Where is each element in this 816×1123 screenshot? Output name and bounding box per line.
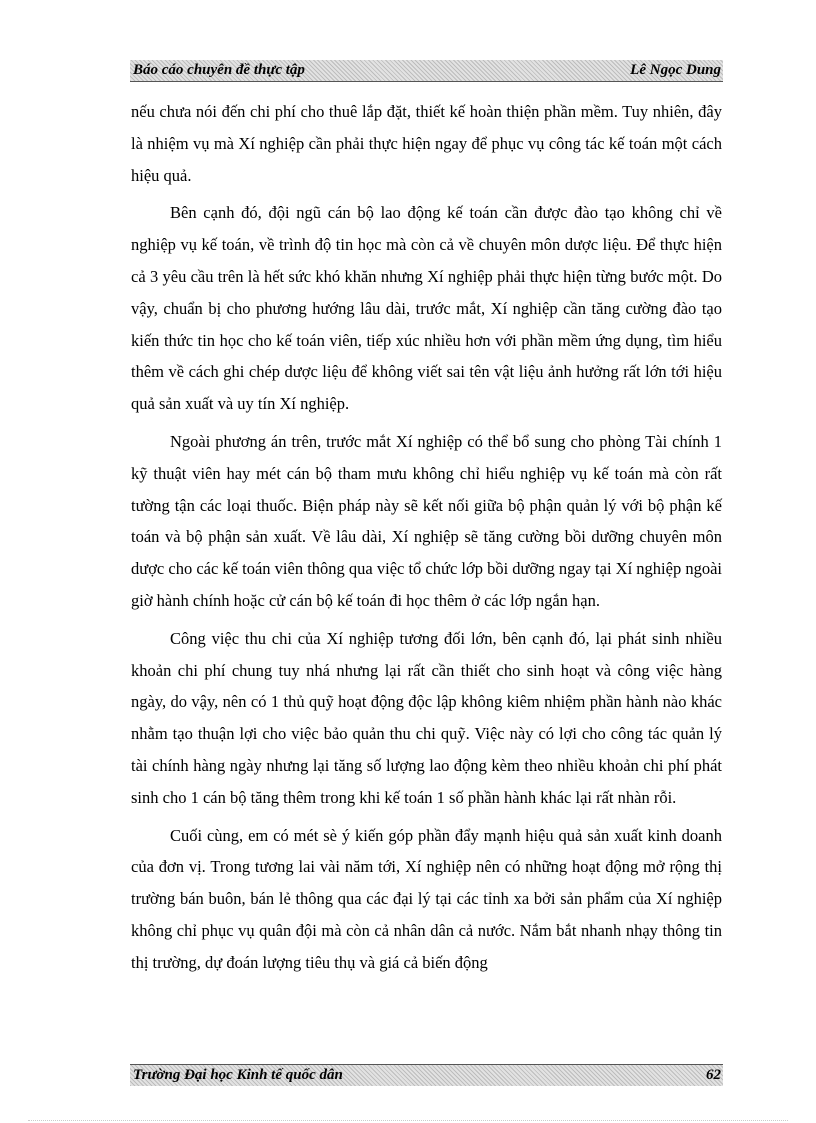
- body-text: [131, 96, 722, 985]
- header-author-name: Lê Ngọc Dung: [630, 62, 721, 78]
- footer-university-name: Trường Đại học Kinh tế quốc dân: [133, 1067, 343, 1083]
- page-bottom-divider: [28, 1120, 788, 1121]
- paragraph-5: Cuối cùng, em có mét sè ý kiến góp phần đẩy mạnh hiệu quả sản xuất kinh doanh của đơn vị. Trong tương lai vài năm tới, Xí nghiệp nên có những hoạt động mở rộng thị trường bán buôn, bán lẻ thông qua các đại lý tại các tỉnh xa bởi sản phẩm của Xí nghiệp không chỉ phục vụ quân đội mà còn cả nhân dân cả nước. Nắm bắt nhanh nhạy thông tin thị trường, dự đoán lượng tiêu thụ và giá cả biến động: [131, 825, 722, 972]
- header-report-title: Báo cáo chuyên đề thực tập: [133, 62, 305, 78]
- paragraph-4: Công việc thu chi của Xí nghiệp tương đối lớn, bên cạnh đó, lại phát sinh nhiều khoản chi phí chung tuy nhá nhưng lại rất cần thiết cho sinh hoạt và công việc hàng ngày, do vậy, nên có 1 thủ quỹ hoạt động độc lập không kiêm nhiệm phần hành nào khác nhằm tạo thuận lợi cho việc bảo quản thu chi quỹ. Việc này có lợi cho công tác quản lý tài chính hàng ngày nhưng lại tăng số lượng lao động kèm theo nhiều khoản chi phí phát sinh cho 1 cán bộ tăng thêm trong khi kế toán 1 số phần hành khác lại rất nhàn rỗi.: [131, 628, 722, 807]
- page-number: 62: [706, 1067, 721, 1083]
- paragraph-3: Ngoài phương án trên, trước mắt Xí nghiệp có thể bổ sung cho phòng Tài chính 1 kỹ thuật viên hay mét cán bộ tham mưu không chỉ hiểu nghiệp vụ kế toán mà còn rất tường tận các loại thuốc. Biện pháp này sẽ kết nối giữa bộ phận quản lý với bộ phận kế toán và bộ phận sản xuất. Về lâu dài, Xí nghiệp sẽ tăng cường bồi dưỡng chuyên môn dược cho các kế toán viên thông qua việc tổ chức lớp bồi dưỡng ngay tại Xí nghiệp ngoài giờ hành chính hoặc cử cán bộ kế toán đi học thêm ở các lớp ngắn hạn.: [131, 431, 722, 610]
- page-header: [130, 60, 723, 82]
- paragraph-2: Bên cạnh đó, đội ngũ cán bộ lao động kế toán cần được đào tạo không chỉ về nghiệp vụ kế toán, về trình độ tin học mà còn cả về chuyên môn dược liệu. Để thực hiện cả 3 yêu cầu trên là hết sức khó khăn nhưng Xí nghiệp phải thực hiện từng bước một. Do vậy, chuẩn bị cho phương hướng lâu dài, trước mắt, Xí nghiệp cần tăng cường đào tạo kiến thức tin học cho kế toán viên, tiếp xúc nhiều hơn với phần mềm ứng dụng, tìm hiểu thêm về cách ghi chép dược liệu để không viết sai tên vật liệu ảnh hưởng rất lớn tới hiệu quả sản xuất và uy tín Xí nghiệp.: [131, 203, 722, 414]
- paragraph-1: nếu chưa nói đến chi phí cho thuê lắp đặt, thiết kế hoàn thiện phần mềm. Tuy nhiên, đây là nhiệm vụ mà Xí nghiệp cần phải thực hiện ngay để phục vụ công tác kế toán một cách hiệu quả.: [131, 102, 722, 185]
- page-footer: [130, 1064, 723, 1086]
